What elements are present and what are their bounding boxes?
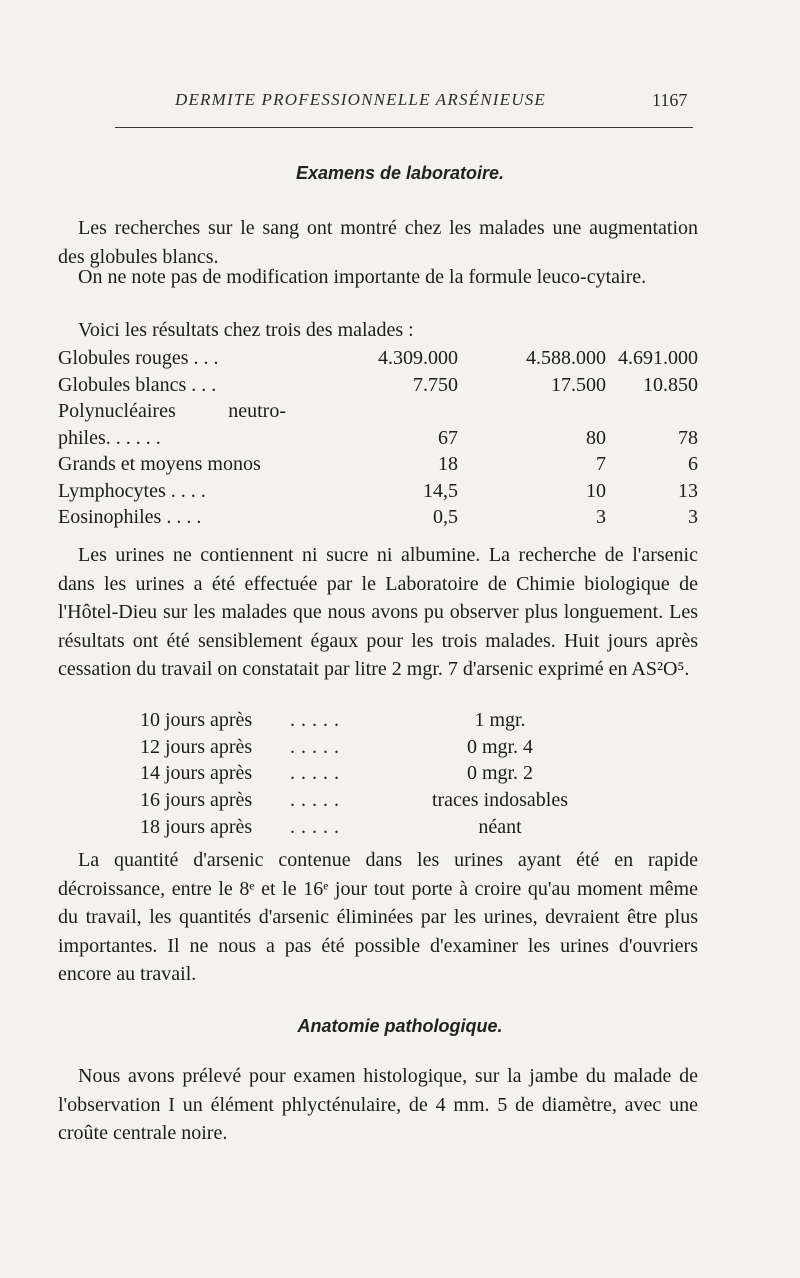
day-label: 10 jours après xyxy=(140,708,253,731)
paragraph-sang: Les recherches sur le sang ont montré chez les malades une augmentation des globules blancs. xyxy=(58,217,698,268)
arsenic-table xyxy=(140,707,590,841)
table-row xyxy=(58,480,698,507)
header-rule xyxy=(115,127,693,128)
arsenic-value: néant xyxy=(478,816,522,839)
table-row xyxy=(58,374,698,401)
section-title-anatomie: Anatomie pathologique. xyxy=(297,1016,503,1036)
day-label: 12 jours après xyxy=(140,735,253,758)
table-row xyxy=(58,506,698,533)
row-label-part: neutro- xyxy=(228,400,286,422)
arsenic-value: traces indosables xyxy=(431,789,569,812)
row-label: Grands et moyens monos xyxy=(58,453,261,475)
row-label: Globules blancs . . . xyxy=(58,373,217,396)
value-malade-3: 6 xyxy=(688,453,698,475)
value-malade-3 xyxy=(606,400,698,427)
leader-dots: ..... xyxy=(290,789,345,812)
value-malade-1: 0,5 xyxy=(433,506,458,528)
row-label: Eosinophiles . . . . xyxy=(58,506,202,528)
arsenic-value: 1 mgr. xyxy=(474,708,526,731)
value-malade-2: 3 xyxy=(596,506,606,528)
leader-dots: ..... xyxy=(290,762,345,785)
running-head: DERMITE PROFESSIONNELLE ARSÉNIEUSE xyxy=(175,90,547,109)
value-malade-3: 3 xyxy=(688,506,698,528)
table-row xyxy=(140,787,590,814)
paragraph-formule: On ne note pas de modification importante de la formule leuco-cytaire. xyxy=(78,266,647,288)
table-row xyxy=(140,814,590,841)
value-malade-2: 10 xyxy=(586,479,606,502)
row-label: Lymphocytes . . . . xyxy=(58,479,206,502)
value-malade-1: 67 xyxy=(438,426,458,449)
table-row xyxy=(140,734,590,761)
day-label: 14 jours après xyxy=(140,762,253,785)
value-malade-3: 13 xyxy=(678,479,698,502)
section-title-laboratoire: Examens de laboratoire. xyxy=(295,163,505,183)
arsenic-value: 0 mgr. 4 xyxy=(466,735,534,758)
table-row xyxy=(58,400,698,427)
value-malade-3: 78 xyxy=(678,426,698,449)
value-malade-2: 4.588.000 xyxy=(526,347,606,369)
page-number: 1167 xyxy=(652,90,688,110)
value-malade-1: 4.309.000 xyxy=(378,347,458,369)
value-malade-3: 4.691.000 xyxy=(618,347,698,369)
table-row xyxy=(58,427,698,454)
row-label: philes. . . . . . xyxy=(58,426,161,449)
value-malade-2: 17.500 xyxy=(551,373,606,396)
paragraph-resultats: Voici les résultats chez trois des malades : xyxy=(78,319,414,341)
paragraph-anatomie: Nous avons prélevé pour examen histologique, sur la jambe du malade de l'observation I un élément phlycténulaire, de 4 mm. 5 de diamètre, avec une croûte centrale noire. xyxy=(58,1065,698,1144)
paragraph-urines: Les urines ne contiennent ni sucre ni albumine. La recherche de l'arsenic dans les urines a été effectuée par le Laboratoire de Chimie biologique de l'Hôtel-Dieu sur les malades que nous avons pu observer plus longuement. Les résultats ont été sensiblement égaux pour les trois malades. Huit jours après cessation du travail on constatait par litre 2 mgr. 7 d'arsenic exprimé en AS²O⁵. xyxy=(58,544,698,680)
day-label: 16 jours après xyxy=(140,789,253,812)
value-malade-2: 7 xyxy=(596,453,606,475)
value-malade-1: 7.750 xyxy=(413,373,458,396)
day-label: 18 jours après xyxy=(140,816,253,839)
row-label xyxy=(58,400,298,427)
leader-dots: ..... xyxy=(290,708,345,731)
leader-dots: ..... xyxy=(290,735,345,758)
table-row xyxy=(140,707,590,734)
paragraph-quantite: La quantité d'arsenic contenue dans les urines ayant été en rapide décroissance, entre le 8ᵉ et le 16ᵉ jour tout porte à croire qu'au moment même du travail, les quantités d'arsenic éliminées par les urines, devraient être plus importantes. Il ne nous a pas été possible d'examiner les urines d'ouvriers encore au travail. xyxy=(58,849,698,985)
blood-results-table xyxy=(58,347,698,533)
table-row xyxy=(58,453,698,480)
value-malade-1 xyxy=(298,400,466,427)
value-malade-1: 14,5 xyxy=(423,479,458,502)
table-row xyxy=(58,347,698,374)
leader-dots: ..... xyxy=(290,816,345,839)
value-malade-3: 10.850 xyxy=(643,373,698,396)
table-row xyxy=(140,761,590,788)
row-label-part: Polynucléaires xyxy=(58,400,176,422)
value-malade-2: 80 xyxy=(586,426,606,449)
value-malade-1: 18 xyxy=(438,453,458,475)
row-label: Globules rouges . . . xyxy=(58,347,219,369)
arsenic-value: 0 mgr. 2 xyxy=(466,762,534,785)
value-malade-2 xyxy=(466,400,606,427)
